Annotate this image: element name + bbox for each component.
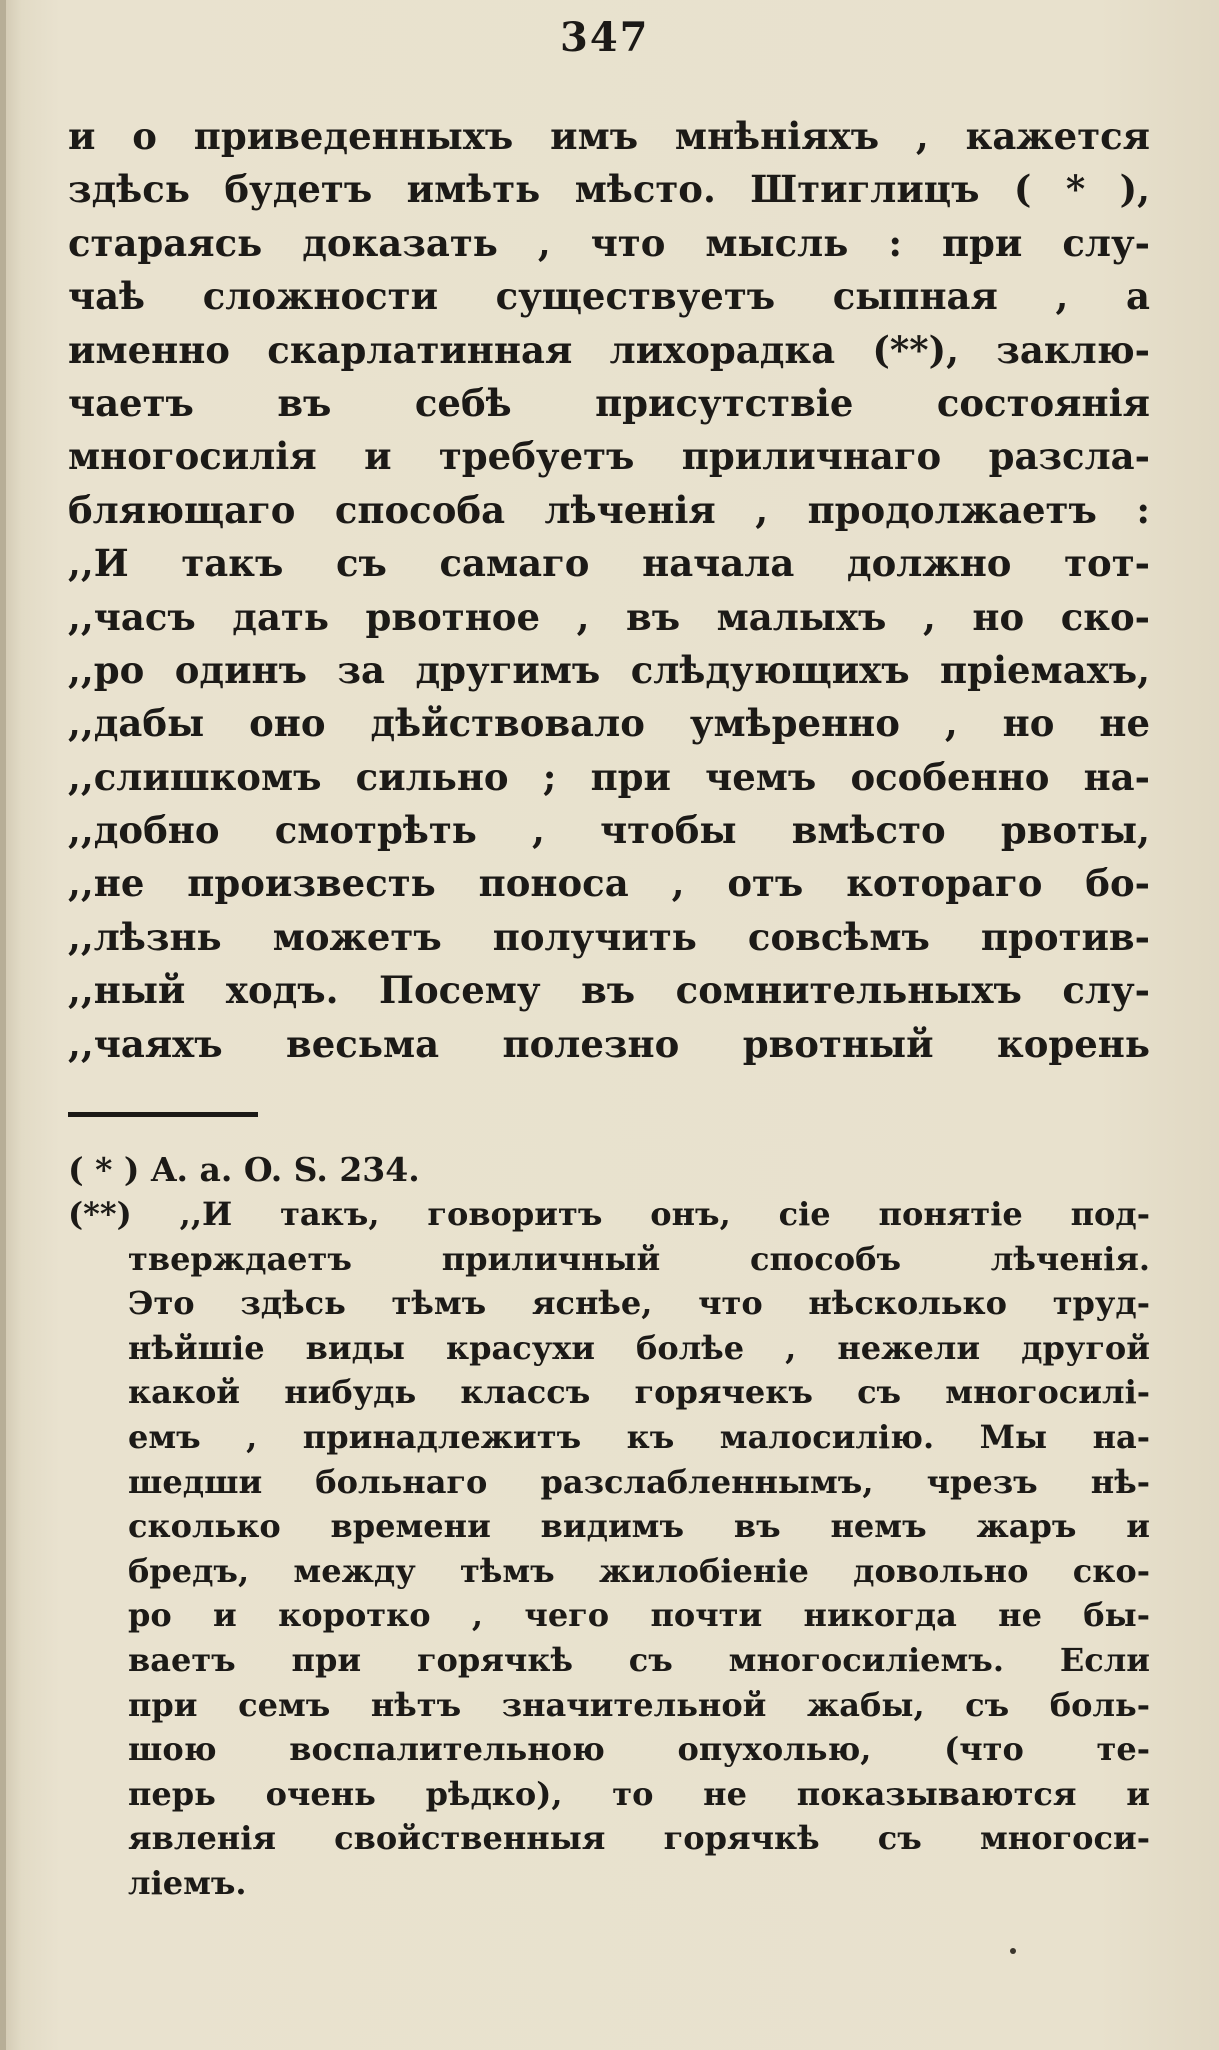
main-text-block	[68, 110, 1150, 1071]
page-number: 347	[560, 14, 650, 61]
text-line: ,,И такъ съ самаго начала должно тот-	[68, 541, 1150, 586]
text-line: ,,не произвесть поноса , отъ котораго бо-	[68, 861, 1150, 906]
footnote-line: явленiя свойственныя горячкѣ съ многоси-	[128, 1819, 1150, 1858]
footnote-line: какой нибудь классъ горячекъ съ многосилi-	[128, 1373, 1150, 1412]
footnote-line: при семъ нѣтъ значительной жабы, съ боль-	[128, 1685, 1150, 1724]
footnote-line: тверждаетъ приличный способъ лѣченiя.	[128, 1239, 1150, 1278]
text-line: чаѣ сложности существуетъ сыпная , а	[68, 274, 1150, 319]
footnote-text: ,,И такъ, говоритъ онъ, сiе понятiе под-	[179, 1195, 1150, 1233]
footnote-line: нѣйшiе виды красухи болѣе , нежели другой	[128, 1328, 1150, 1367]
binding-edge	[0, 0, 6, 2050]
text-line: стараясь доказать , что мысль : при слу-	[68, 220, 1150, 265]
footnote-line: шедши больнаго разслабленнымъ, чрезъ нѣ-	[128, 1462, 1150, 1501]
text-line: ,,дабы оно дѣйствовало умѣренно , но не	[68, 701, 1150, 746]
footnote-line: перь очень рѣдко), то не показываются и	[128, 1774, 1150, 1813]
footnote-separator	[68, 1112, 258, 1117]
footnote-marker: (**)	[68, 1195, 132, 1233]
text-line: чаетъ въ себѣ присутствiе состоянiя	[68, 380, 1150, 425]
text-line: ,,добно смотрѣть , чтобы вмѣсто рвоты,	[68, 808, 1150, 853]
footnote-line: Это здѣсь тѣмъ яснѣе, что нѣсколько труд-	[128, 1284, 1150, 1323]
text-line: ,,лѣзнь можетъ получить совсѣмъ против-	[68, 914, 1150, 959]
footnote-line: ваетъ при горячкѣ съ многосилiемъ. Если	[128, 1640, 1150, 1679]
text-line: ,,ный ходъ. Посему въ сомнительныхъ слу-	[68, 968, 1150, 1013]
footnote-second-first-line	[68, 1192, 1150, 1237]
text-line: здѣсь будетъ имѣть мѣсто. Штиглицъ ( * ),	[68, 167, 1150, 212]
footnote-line: шою воспалительною опухолью, (что те-	[128, 1730, 1150, 1769]
footnote-line: сколько времени видимъ въ немъ жаръ и	[128, 1507, 1150, 1546]
text-line: и о приведенныхъ имъ мнѣнiяхъ , кажется	[68, 114, 1150, 158]
text-line: бляющаго способа лѣченiя , продолжаетъ :	[68, 487, 1150, 532]
footnote-line: ро и коротко , чего почти никогда не бы-	[128, 1596, 1150, 1635]
text-line: ,,ро одинъ за другимъ слѣдующихъ прiемахъ,	[68, 647, 1150, 692]
text-line: именно скарлатинная лихорадка (**), заклю-	[68, 327, 1150, 372]
text-line: ,,часъ дать рвотное , въ малыхъ , но ско-	[68, 594, 1150, 639]
paper-speck	[1010, 1948, 1016, 1954]
footnote-first: ( * ) A. a. O. S. 234.	[68, 1150, 420, 1189]
footnotes-block	[68, 1148, 1150, 1906]
text-line: ,,слишкомъ сильно ; при чемъ особенно на-	[68, 754, 1150, 799]
footnote-line: лiемъ.	[128, 1863, 247, 1902]
text-line: многосилiя и требуетъ приличнаго разсла-	[68, 434, 1150, 479]
footnote-line: бредъ, между тѣмъ жилобiенiе довольно ско-	[128, 1551, 1150, 1590]
text-line: ,,чаяхъ весьма полезно рвотный корень	[68, 1021, 1150, 1066]
footnote-line: емъ , принадлежитъ къ малосилiю. Мы на-	[128, 1417, 1150, 1456]
